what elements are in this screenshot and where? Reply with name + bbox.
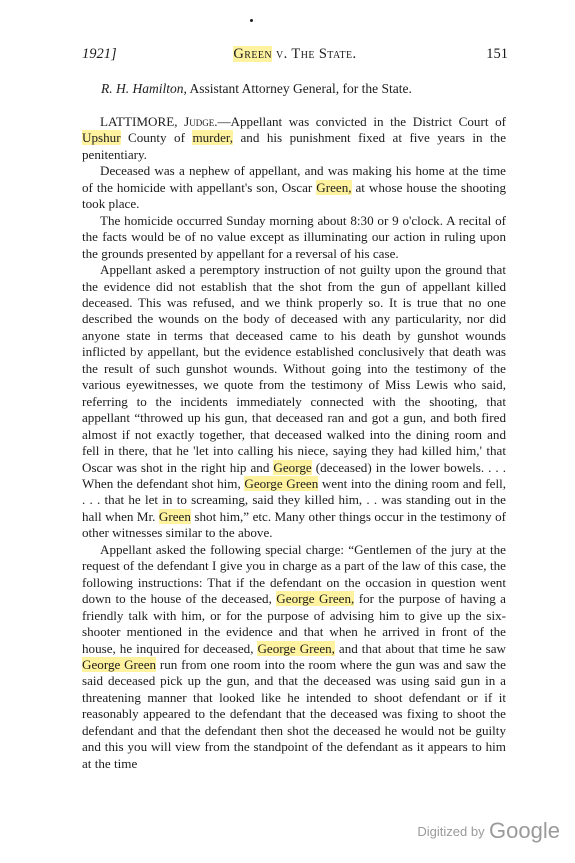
google-logo: Google xyxy=(489,818,560,843)
small-caps-text: Judge xyxy=(184,114,215,129)
counsel-rest: Assistant Attorney General, for the State. xyxy=(186,81,412,96)
search-highlight: George Green, xyxy=(276,591,355,607)
header-case-highlight: Green xyxy=(233,46,272,62)
text-run: run from one room into the room where the gun was and saw the said deceased pick up the gun, and that the deceased was using said gun in a threatening manner that looked like he intended to shoot defendant or if it reasonably appeared to the defendant that the deceased was fixing to shoot the defendant and that the defendant then shot the deceased he would not be guilty and this you will view from the standpoint of the defendant as it appears to him at the time xyxy=(82,656,506,771)
header-year: 1921] xyxy=(82,46,117,62)
text-run: Deceased was a nephew of appellant, and was making his home at the time of the homicide with appellant's son, Oscar xyxy=(82,163,506,195)
counsel-name: R. H. Hamilton, xyxy=(101,81,187,96)
paragraph xyxy=(82,262,506,542)
search-highlight: George xyxy=(273,459,312,475)
text-run: .—Appellant was convicted in the District Court of xyxy=(214,114,506,129)
text-run: Appellant asked the following special charge: “Gentlemen of the jury at the request of the defendant I give you in charge as a part of the law of this case, the following instructions: That if the defendant on the occasion in question went down to the house of the deceased, xyxy=(82,541,506,607)
text-run: The homicide occurred Sunday morning about 8:30 or 9 o'clock. A recital of the facts would be of no value except as illuminating our action in ruling upon the grounds presented by appellant for a reversal of his case. xyxy=(82,212,506,261)
text-run: Appellant asked a peremptory instruction of not guilty upon the ground that the evidence did not establish that the shot from the gun of appellant killed deceased. This was refused, and we think properly so. It is true that no one described the wounds on the body of deceased with any particularity, nor did anyone state in terms that deceased came to his death by gunshot wounds inflicted by appellant, but the evidence established conclusively that death was the result of such gunshot wounds. Without going into the testimony of the various eyewitnesses, we quote from the testimony of Miss Lewis who said, referring to the incidents immediately connected with the shooting, that appellant “throwed up his gun, that deceased ran and got a gun, and both fired almost if not exactly together, that deceased walked into the dining room and fell in there, that he 'let into calling his niece, saying they had killed him,' that Oscar was shot in the right hip and xyxy=(82,262,506,475)
header-case-rest: v. The State. xyxy=(272,46,357,62)
digitized-footer xyxy=(417,818,560,844)
text-run: County of xyxy=(120,130,193,146)
text-run: for the purpose of having a friendly talk with him, or for the purpose of advising him to give up the six-shooter mentioned in the evidence and that when he arrived in front of the house, he inquired for deceased, xyxy=(82,591,506,656)
text-run: and his punishment fixed at five years in the penitentiary. xyxy=(82,130,506,162)
paragraph xyxy=(82,213,506,262)
paragraph xyxy=(82,163,506,212)
text-run: LATTIMORE, xyxy=(100,114,185,129)
counsel-line xyxy=(101,81,412,97)
text-run: went into the dining room and fell, . . . that he let in to screaming, said they killed him, . . was standing out in the hall when Mr. xyxy=(82,475,506,524)
paragraph xyxy=(82,114,506,163)
text-run: at whose house the shooting took place. xyxy=(82,179,506,212)
search-highlight: George Green xyxy=(244,475,319,491)
paragraph xyxy=(82,542,506,772)
opinion-body xyxy=(82,108,506,772)
search-highlight: Green, xyxy=(316,179,352,195)
search-highlight: murder, xyxy=(192,130,233,146)
text-run: and that about that time he saw xyxy=(334,640,506,656)
header-case-title xyxy=(82,46,508,63)
digitized-by-label: Digitized by xyxy=(417,824,485,839)
page-number: 151 xyxy=(486,46,508,62)
text-run: (deceased) in the lower bowels. . . . When the defendant shot him, xyxy=(82,459,506,491)
text-run: shot him,” etc. Many other things occur in the testimony of other witnesses similar to the above. xyxy=(82,508,506,541)
search-highlight: George Green, xyxy=(257,640,335,656)
search-highlight: George Green xyxy=(82,656,157,672)
search-highlight: Upshur xyxy=(82,130,121,146)
speck-mark xyxy=(250,19,253,22)
search-highlight: Green xyxy=(158,508,191,524)
